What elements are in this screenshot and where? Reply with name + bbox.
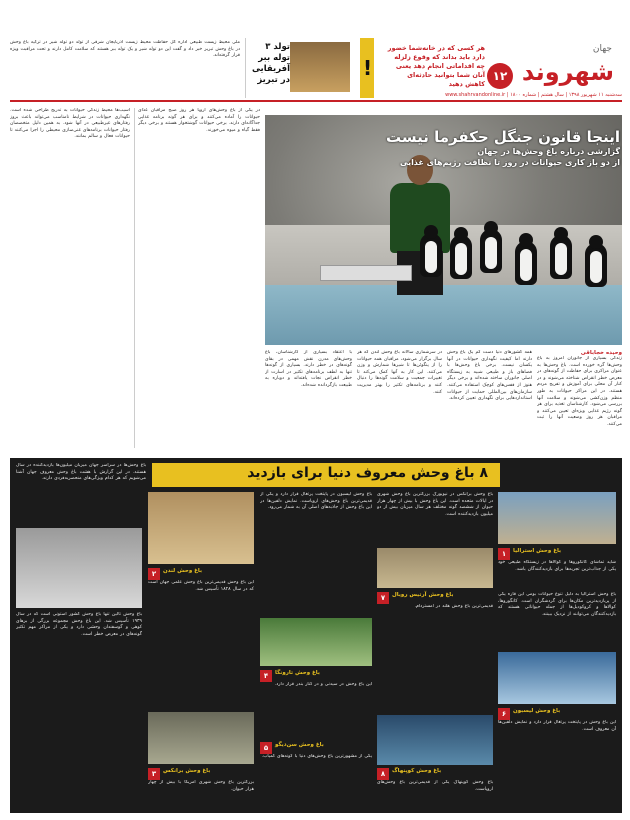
main-subhead-1: گزارشی درباره باغ وحش‌ها در جهان	[477, 147, 620, 156]
section-label: جهان	[592, 44, 612, 54]
underwater-photo	[377, 715, 493, 765]
story-column-3: در سرشماری سالانه باغ وحش لندن که هر سال برگزار می‌شود، مراقبان همه حیوانات را از پنگوئن‌ها تا شیرها شمارش و وزن می‌کنند. این کار به آنها کمک می‌کند تا تغییرات جمعیت و سلامت گونه‌ها را دنبال کنند و برنامه‌های تکثیر را بهتر مدیریت کنند.	[357, 350, 442, 395]
byline: وحیده خجاباقی	[580, 350, 622, 356]
item-title: باغ وحش استرالیا	[513, 548, 562, 554]
item-title: باغ وحش لندن	[163, 568, 203, 574]
story-column-1: زندگی بسیاری از جانوران امروز به باغ وحش‌ها گره خورده است. باغ وحش‌ها به عنوان مراکزی برای حفاظت از گونه‌های در معرض خطر انقراض شناخته می‌شوند و در کنار آن محلی برای آموزش و تفریح مردم هستند. در این مراکز حیوانات به طور منظم وزن‌کشی می‌شوند و سلامت آنها بررسی می‌شود. کارشناسان تغذیه برای هر گونه رژیم غذایی ویژه‌ای تعیین می‌کنند و مراقبان هر روز وضعیت آنها را ثبت می‌کنند.	[537, 356, 622, 427]
item-text: یکی از مشهورترین باغ وحش‌های دنیا با گونه‌های کمیاب.	[261, 754, 372, 759]
top-teaser	[245, 38, 354, 98]
feature-title: ۸ باغ وحش معروف دنیا برای بازدید	[247, 465, 488, 481]
masthead	[375, 38, 622, 100]
item-title: باغ وحش آرتیس روبال	[392, 592, 454, 598]
penguin	[550, 227, 572, 279]
main-subhead-2: از دو باز کاری حیوانات در روز تا نظافت رژیم‌های غذایی	[399, 158, 620, 167]
item-number-badge: ۳	[148, 768, 160, 780]
tiger-cub-photo	[290, 42, 350, 92]
item-title: باغ وحش سن‌دیگو	[275, 742, 324, 748]
main-headline: اینجا قانون جنگل حکفرما نیست	[385, 128, 620, 146]
top-column-text: ملی محیط زیست طبیعی اداره کل حفاظت محیط زیست آذربایجان شرقی از تولد دو توله شیر در ترکیه باغ وحش در باغ وحش تبریز خبر داد و گفت این دو توله شیر و یک توله ببر هستند که سلامت کامل دارند و تحت مراقبت ویژه قرار گرفته‌اند.	[10, 40, 240, 59]
item-text: این باغ وحش در پایتخت پرتغال قرار دارد و نمایش دلفین‌ها آن معروف است.	[498, 720, 616, 732]
exclamation-icon: !	[360, 38, 374, 98]
penguin	[515, 233, 537, 285]
date-line: سه‌شنبه ۱۱ شهریور ۱۳۹۸ | سال هشتم | شماره ۱۸۰۰ | www.shahrvandonline.ir	[445, 92, 622, 98]
item-number-badge: ۶	[498, 708, 510, 720]
feature-intro: باغ وحش‌ها در سراسر جهان میزبان میلیون‌ها بازدیدکننده در سال هستند. در این گزارش با هشت باغ وحش معروف جهان آشنا می‌شویم که هر کدام ویژگی‌های منحصربه‌فردی دارند.	[16, 463, 146, 482]
dolphin-show-photo	[498, 652, 616, 704]
masthead-teaser: هر کسی که در خانه‌شما خضور دارد باید بداند که وقوع زلزله چه اقداماتی انجام دهد یعنی آنان شما بتوانید حادثه‌ای کاهش دهید	[387, 44, 485, 88]
item-text: شاید تماشای کانگوروها و کوالاها در زیستگاه طبیعی خود یکی از جذاب‌ترین تجربه‌ها برای بازدیدکنندگان باشد.	[498, 560, 616, 572]
item-text: باغ وحش کوپنهاگ یکی از قدیمی‌ترین باغ وحش‌های اروپاست.	[377, 780, 493, 792]
item-text: بزرگترین باغ وحش شهری آمریکا با بیش از چهار هزار حیوان.	[148, 780, 254, 792]
weighing-scale	[320, 265, 412, 281]
feature-col-left: باغ وحش تالین تنها باغ وحش کشور استونی است که در سال ۱۹۳۹ تأسیس شد. این باغ وحش مجموعه بزرگی از بزهای کوهی و گوسفندان وحشی دارد و یکی از مراکز مهم تکثیر گونه‌های در معرض خطر است.	[16, 612, 142, 637]
item-title: باغ وحش برانکس	[163, 768, 211, 774]
item-text: این باغ وحش قدیمی‌ترین باغ وحش علمی جهان است که در سال ۱۸۲۸ تأسیس شد.	[148, 580, 254, 592]
kangaroo-photo	[498, 492, 616, 544]
teaser-title: تولد ۳ توله ببر آفریقایی در تبریز	[251, 42, 290, 85]
feature-col-mid-left: باغ وحش لیسبون در پایتخت پرتغال قرار دارد و یکی از قدیمی‌ترین باغ وحش‌های اروپاست. نمایش دلفین‌ها در این باغ وحش از جاذبه‌های اصلی آن به شمار می‌رود.	[260, 492, 372, 511]
story-column-2: همه کشورهای دنیا دست کم یک باغ وحش دارند اما کیفیت نگهداری حیوانات در آنها یکسان نیست. برخی باغ وحش‌ها با فضاهای باز و طبیعی شبیه به زیستگاه اصلی جانوران ساخته شده‌اند و برخی دیگر هنوز از قفس‌های کوچک استفاده می‌کنند. سازمان‌های بین‌المللی حمایت از حیوانات استانداردهایی برای نگهداری تعیین کرده‌اند.	[447, 350, 532, 402]
snow-leopard-photo	[16, 528, 142, 608]
feature-title-bar	[152, 463, 500, 487]
story-bottom-columns	[265, 350, 622, 450]
zebra-photo	[148, 712, 254, 764]
item-number-badge: ۵	[260, 742, 272, 754]
item-text: قدیمی‌ترین باغ وحش هلند در آمستردام.	[414, 604, 493, 609]
flamingo-photo	[260, 618, 372, 666]
item-number-badge: ۷	[377, 592, 389, 604]
penguin	[420, 225, 442, 277]
story-column-4: با اعتقاد بسیاری از کارشناسان، باغ وحش‌های مدرن نقش مهمی در بقای گونه‌های در خطر دارند. بسیاری از گونه‌ها تنها به لطف برنامه‌های تکثیر در اسارت از خطر انقراض نجات یافته‌اند و دوباره به طبیعت بازگردانده شده‌اند.	[265, 350, 352, 388]
item-text: این باغ وحش در سیدنی و در کنار بندر قرار دارد.	[274, 682, 372, 687]
artis-zoo-photo	[377, 548, 493, 588]
giraffe-photo	[148, 492, 254, 564]
masthead-rule	[10, 100, 622, 102]
item-title: باغ وحش کوپنهاگ	[392, 768, 442, 774]
main-headline-block	[280, 128, 620, 168]
item-number-badge: ۲	[148, 568, 160, 580]
penguin	[450, 227, 472, 279]
item-title: باغ وحش تارونگا	[275, 670, 320, 676]
item-title: باغ وحش لیسبون	[513, 708, 561, 714]
story-column-5: در یکی از باغ وحش‌های اروپا هر روز صبح مراقبان غذای حیوانات را آماده می‌کنند و برای هر گونه برنامه غذایی جداگانه‌ای دارند. برخی حیوانات گوشتخوار هستند و برخی دیگر فقط گیاه و میوه می‌خورند.	[138, 108, 260, 133]
newspaper-logo: شهروند	[521, 58, 614, 86]
feature-col-right: باغ وحش استرالیا به دلیل تنوع حیوانات بومی این قاره یکی از پربازدیدترین مکان‌ها برای گردشگران است. کانگوروها، کوالاها و کروکودیل‌ها از جمله حیواناتی هستند که بازدیدکنندگان می‌توانند از نزدیک ببینند.	[498, 592, 616, 617]
story-column-6: آسیب‌ها محیط زندگی حیوانات به تدریج طراحی شده است. نگهداری حیوانات در شرایط نامناسب می‌تواند باعث بروز رفتارهای غیرطبیعی در آنها شود. به همین دلیل متخصصان رفتار حیوانات برنامه‌های غنی‌سازی محیطی را اجرا می‌کنند تا حیوانات فعال و سالم بمانند.	[10, 108, 130, 140]
page-number-badge: ۱۲	[487, 63, 513, 89]
item-number-badge: ۱	[498, 548, 510, 560]
penguin	[480, 221, 502, 273]
feature-col-mid-right: باغ وحش برانکس در نیویورک بزرگترین باغ وحش شهری در ایالات متحده است. این باغ وحش با بیش از چهار هزار حیوان از ششصد گونه مختلف هر سال میزبان بیش از دو میلیون بازدیدکننده است.	[377, 492, 493, 517]
penguin	[585, 235, 607, 287]
item-number-badge: ۸	[377, 768, 389, 780]
item-number-badge: ۴	[260, 670, 272, 682]
